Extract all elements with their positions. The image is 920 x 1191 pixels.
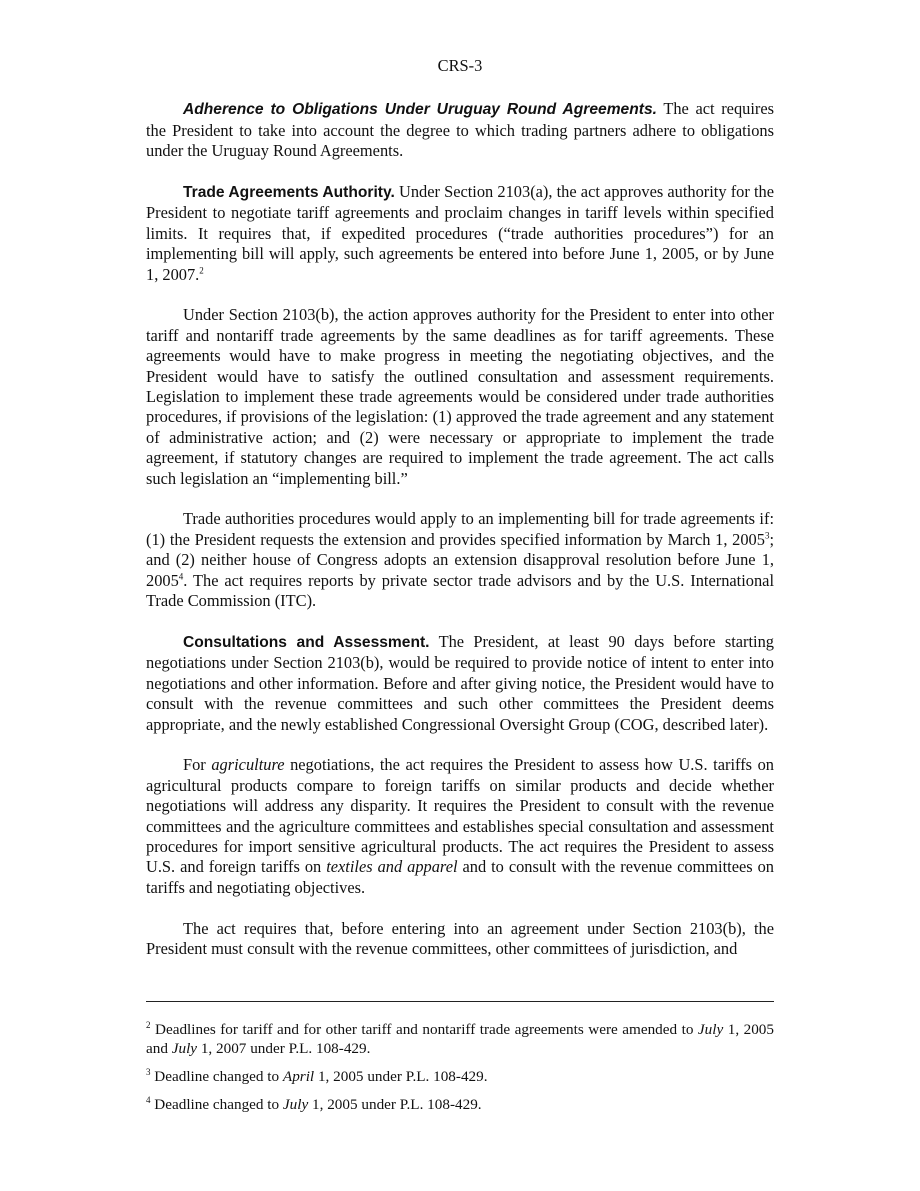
emphasis-text: July: [282, 1096, 309, 1113]
paragraph-uruguay-round: [146, 99, 774, 161]
footnote-number: 4: [146, 1094, 151, 1105]
footnote-text: 1, 2005 under P.L. 108-429.: [308, 1096, 482, 1113]
paragraph-section-2103b: [146, 305, 774, 489]
paragraph-text: For: [183, 755, 212, 775]
footnote-ref: 4: [178, 571, 184, 582]
section-heading-consultations-assessment: Consultations and Assessment.: [183, 633, 430, 651]
emphasis-text: textiles and apparel: [326, 857, 458, 877]
paragraph-text: The act requires the President to take into account the degree to which trading partners adhere to obligations under the Uruguay Round Agreements.: [146, 99, 775, 161]
footnote-text: 1, 2005 under P.L. 108-429.: [314, 1068, 488, 1085]
paragraph-text: The President, at least 90 days before starting negotiations under Section 2103(b), would be required to provide notice of intent to enter into negotiations and other information. Before and after giving notice, the President would have to consult with the revenue committees and such other committees the President deems appropriate, and the newly established Congressional Oversight Group (COG, described later).: [146, 631, 775, 734]
footnotes: [146, 1020, 774, 1123]
footnote-2: [146, 1020, 774, 1058]
section-heading-trade-agreements-authority: Trade Agreements Authority.: [183, 184, 395, 202]
paragraph-trade-agreements-authority: [146, 182, 774, 285]
emphasis-text: agriculture: [211, 755, 285, 775]
paragraph-text: . The act requires reports by private sector trade advisors and by the U.S. International Trade Commission (ITC).: [146, 570, 774, 611]
emphasis-text: July: [697, 1021, 724, 1038]
paragraph-text: ; and (2) neither house of Congress adopts an extension disapproval resolution before June 1, 2005: [146, 529, 774, 590]
emphasis-text: July: [171, 1040, 198, 1057]
footnote-number: 3: [146, 1066, 151, 1077]
footnote-text: 1, 2005 and: [146, 1021, 774, 1057]
section-heading-uruguay-round: Adherence to Obligations Under Uruguay Round Agreements.: [183, 101, 657, 119]
footnote-text: Deadlines for tariff and for other tariff and nontariff trade agreements were amended to: [150, 1021, 698, 1038]
footnote-4: [146, 1095, 774, 1114]
footnote-text: 1, 2007 under P.L. 108-429.: [197, 1040, 371, 1057]
emphasis-text: April: [282, 1068, 315, 1085]
page-body: [146, 56, 774, 980]
footnote-text: Deadline changed to: [150, 1096, 283, 1113]
footnote-ref: 2: [199, 265, 204, 276]
paragraph-trade-authorities-procedures: [146, 509, 774, 611]
footnote-3: [146, 1067, 774, 1086]
paragraph-text: and to consult with the revenue committees on tariffs and negotiating objectives.: [146, 857, 774, 897]
paragraph-consultations-assessment: [146, 632, 774, 735]
paragraph-text: negotiations, the act requires the President to assess how U.S. tariffs on agricultural products compare to foreign tariffs on similar products and decide whether negotiations will address any disparity. It requires the President to consult with the revenue committees and the agriculture committees and establishes special consultation and assessment procedures for import sensitive agricultural products. The act requires the President to assess U.S. and foreign tariffs on: [146, 755, 774, 877]
footnote-number: 2: [146, 1019, 151, 1030]
paragraph-text: The act requires that, before entering into an agreement under Section 2103(b), the President must consult with the revenue committees, other committees of jurisdiction, and: [146, 918, 774, 958]
paragraph-text: Under Section 2103(a), the act approves authority for the President to negotiate tariff agreements and proclaim changes in tariff levels within specified limits. It requires that, if expedited procedures (“trade authorities procedures”) for an implementing bill will apply, such agreements be entered into before June 1, 2005, or by June 1, 2007.: [146, 182, 774, 284]
paragraph-text: Trade authorities procedures would apply to an implementing bill for trade agreements if: (1) the President requests the extension and provides specified information by March 1, 2005: [146, 509, 774, 549]
footnote-text: Deadline changed to: [150, 1068, 283, 1085]
paragraph-agriculture: [146, 755, 774, 898]
footnote-divider: [146, 1001, 774, 1002]
paragraph-consultation-before-agreement: [146, 919, 774, 960]
footnote-ref: 3: [764, 530, 770, 541]
page-header: CRS-3: [437, 56, 483, 75]
paragraph-text: Under Section 2103(b), the action approves authority for the President to enter into other tariff and nontariff trade agreements by the same deadlines as for tariff agreements. These agreements would have to make progress in meeting the negotiating objectives, and the President would have to satisfy the outlined consultation and assessment requirements. Legislation to implement these trade agreements would be considered under trade authorities procedures, if provisions of the legislation: (1) approved the trade agreement and any statement of administrative action; and (2) were necessary or appropriate to implement the trade agreement, if statutory changes are required to implement the trade agreement. The act calls such legislation an “implementing bill.”: [146, 305, 774, 488]
